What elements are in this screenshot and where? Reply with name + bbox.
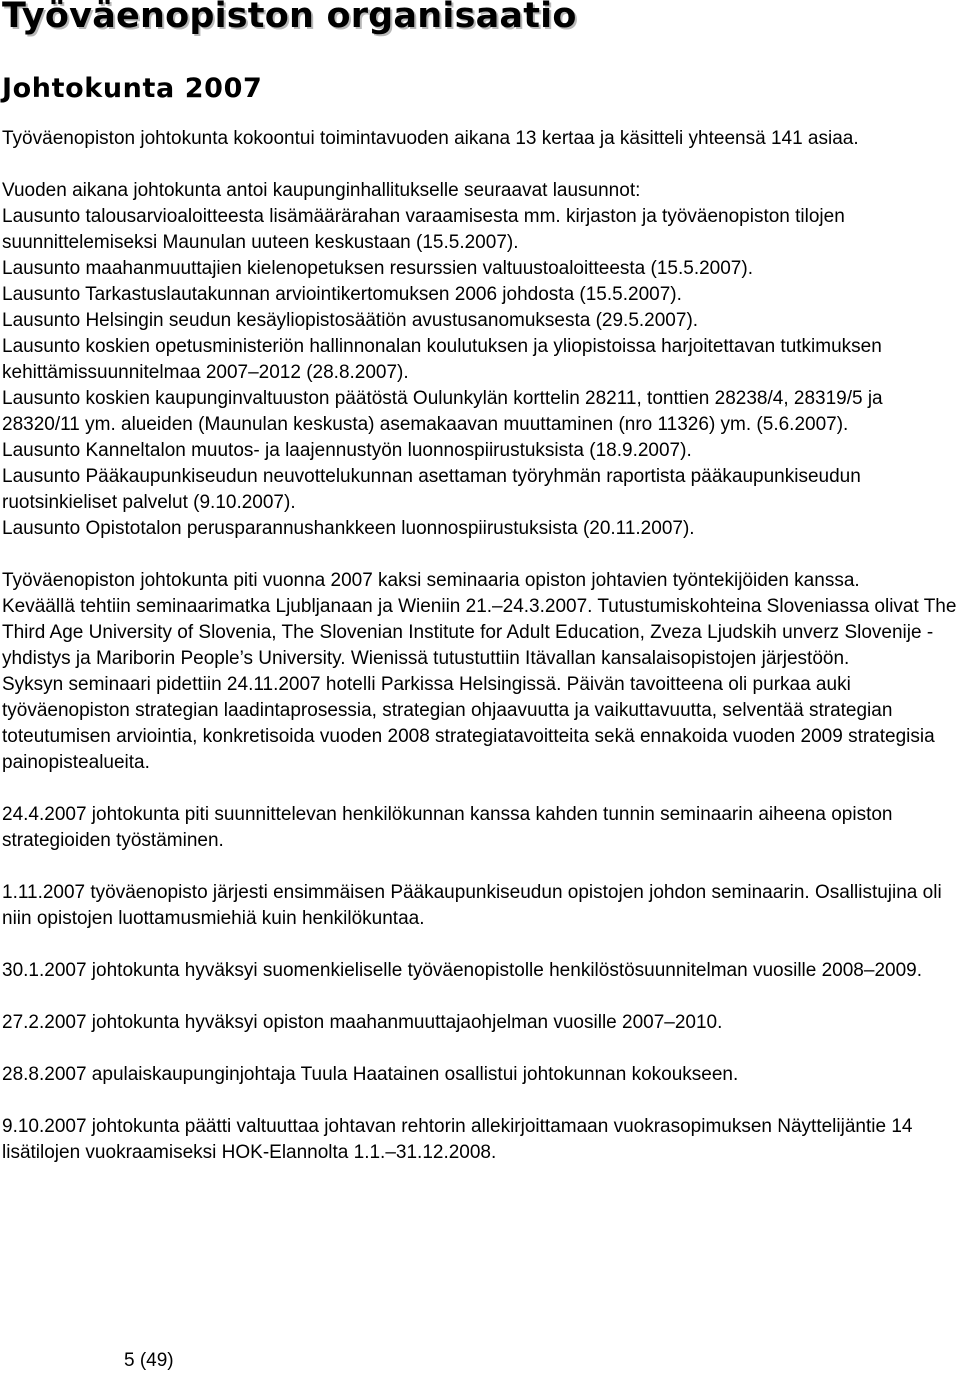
statement-item: Lausunto Tarkastuslautakunnan arviointikertomuksen 2006 johdosta (15.5.2007). <box>2 284 682 305</box>
statement-item: Lausunto Opistotalon perusparannushankkeen luonnospiirustuksista (20.11.2007). <box>2 518 695 539</box>
event-paragraph: 24.4.2007 johtokunta piti suunnittelevan henkilökunnan kanssa kahden tunnin seminaarin aiheena opiston strategioiden työstäminen. <box>2 804 893 851</box>
statement-item: Lausunto Pääkaupunkiseudun neuvottelukunnan asettaman työryhmän raportista pääkaupunkiseudun ruotsinkieliset palvelut (9.10.2007). <box>2 466 861 513</box>
paragraph-spacer <box>2 984 960 1010</box>
statements-intro: Vuoden aikana johtokunta antoi kaupunginhallitukselle seuraavat lausunnot: <box>2 180 641 201</box>
event-paragraph: 27.2.2007 johtokunta hyväksyi opiston maahanmuuttajaohjelman vuosille 2007–2010. <box>2 1012 723 1033</box>
paragraph-spacer <box>2 776 960 802</box>
seminar-paragraph: Syksyn seminaari pidettiin 24.11.2007 hotelli Parkissa Helsingissä. Päivän tavoitteena oli purkaa auki työväenopiston strategian laadintaprosessia, strategian ohjaavuutta ja vaikuttavuutta, selventää strategian toteutumisen arviointia, konkretisoida vuoden 2008 strategiatavoitteita sekä ennakoida vuoden 2009 strategisia painopistealueita. <box>2 674 935 773</box>
paragraph-spacer <box>2 932 960 958</box>
event-paragraph: 28.8.2007 apulaiskaupunginjohtaja Tuula Haatainen osallistui johtokunnan kokoukseen. <box>2 1064 739 1085</box>
seminar-paragraph: Työväenopiston johtokunta piti vuonna 2007 kaksi seminaaria opiston johtavien työntekijöiden kanssa. <box>2 570 860 591</box>
event-paragraph: 9.10.2007 johtokunta päätti valtuuttaa johtavan rehtorin allekirjoittamaan vuokrasopimuksen Näyttelijäntie 14 lisätilojen vuokraamiseksi HOK-Elannolta 1.1.–31.12.2008. <box>2 1116 913 1163</box>
paragraph-spacer <box>2 1036 960 1062</box>
page-title: Työväenopiston organisaatio <box>2 0 577 36</box>
event-paragraph: 30.1.2007 johtokunta hyväksyi suomenkieliselle työväenopistolle henkilöstösuunnitelman vuosille 2008–2009. <box>2 960 922 981</box>
document-body <box>2 126 960 1166</box>
paragraph-spacer <box>2 542 960 568</box>
statement-item: Lausunto Helsingin seudun kesäyliopistosäätiön avustusanomuksesta (29.5.2007). <box>2 310 699 331</box>
seminar-paragraph: Keväällä tehtiin seminaarimatka Ljubljanaan ja Wieniin 21.–24.3.2007. Tutustumiskohteina Sloveniassa olivat The Third Age University of Slovenia, The Slovenian Institute for Adult Education, Zveza Ljudskih unverz Slovenije -yhdistys ja Mariborin People’s University. Wienissä tutustuttiin Itävallan kansalaisopistojen järjestöön. <box>2 596 957 669</box>
paragraph-spacer <box>2 1088 960 1114</box>
page-number: 5 (49) <box>124 1350 174 1371</box>
statement-item: Lausunto koskien kaupunginvaltuuston päätöstä Oulunkylän korttelin 28211, tonttien 28238/4, 28319/5 ja 28320/11 ym. alueiden (Maunulan keskusta) asemakaavan muuttaminen (nro 11326) ym. (5.6.2007). <box>2 388 883 435</box>
paragraph-spacer <box>2 152 960 178</box>
section-heading: Johtokunta 2007 <box>2 73 263 104</box>
statement-item: Lausunto Kanneltalon muutos- ja laajennustyön luonnospiirustuksista (18.9.2007). <box>2 440 692 461</box>
event-paragraph: 1.11.2007 työväenopisto järjesti ensimmäisen Pääkaupunkiseudun opistojen johdon seminaarin. Osallistujina oli niin opistojen luottamusmiehiä kuin henkilökuntaa. <box>2 882 942 929</box>
statement-item: Lausunto koskien opetusministeriön hallinnonalan koulutuksen ja yliopistoissa harjoitettavan tutkimuksen kehittämissuunnitelmaa 2007–2012 (28.8.2007). <box>2 336 882 383</box>
paragraph-spacer <box>2 854 960 880</box>
intro-paragraph: Työväenopiston johtokunta kokoontui toimintavuoden aikana 13 kertaa ja käsitteli yhteensä 141 asiaa. <box>2 128 859 149</box>
statement-item: Lausunto maahanmuuttajien kielenopetuksen resurssien valtuustoaloitteesta (15.5.2007). <box>2 258 753 279</box>
statement-item: Lausunto talousarvioaloitteesta lisämäärärahan varaamisesta mm. kirjaston ja työväenopiston tilojen suunnittelemiseksi Maunulan uuteen keskustaan (15.5.2007). <box>2 206 845 253</box>
